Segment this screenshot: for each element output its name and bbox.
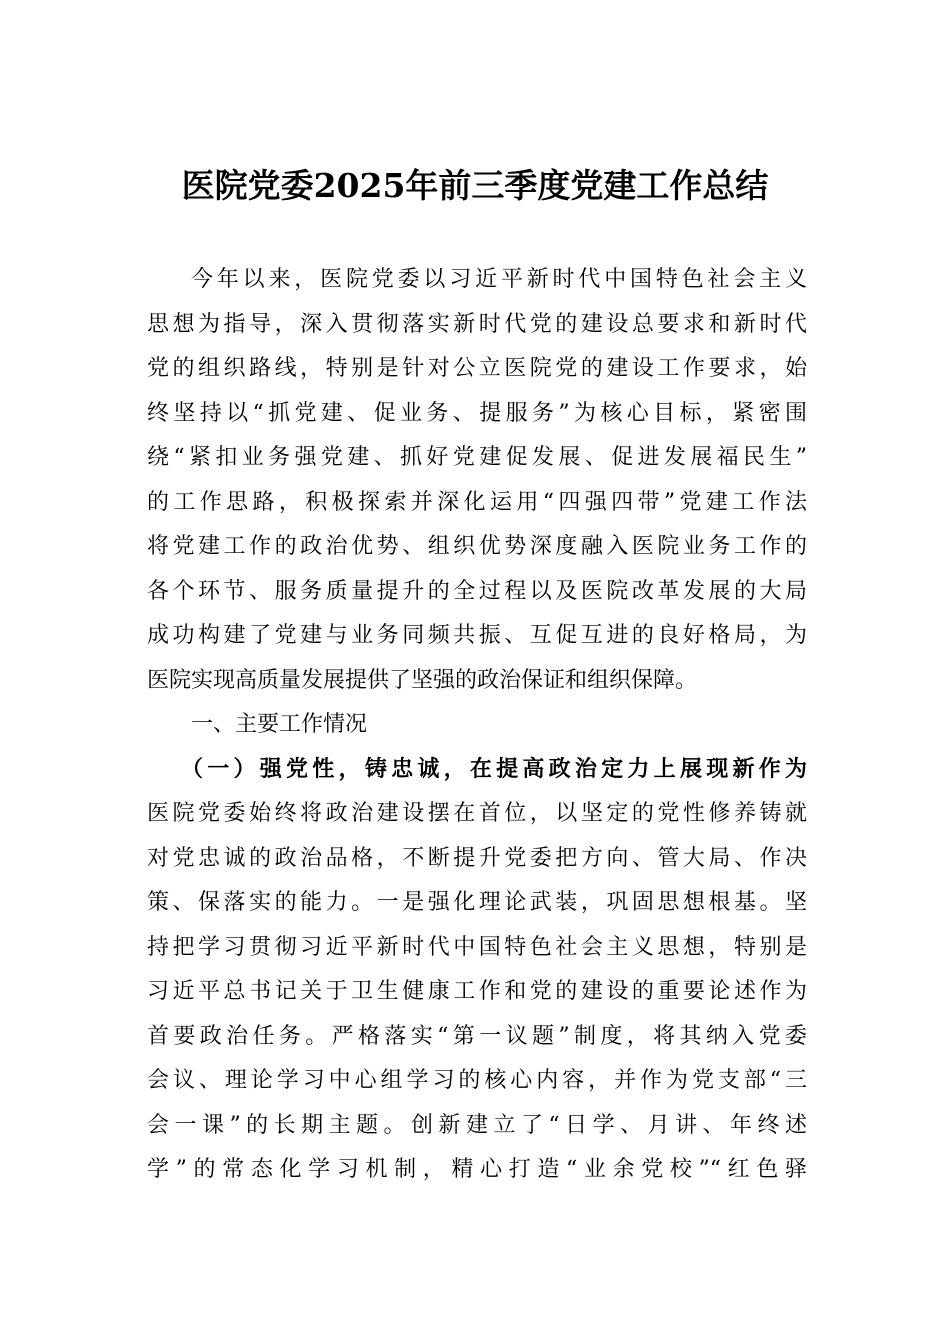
paragraph-line: 今年以来，医院党委以习近平新时代中国特色社会主义 xyxy=(191,267,807,292)
paragraph-line: 策、保落实的能力。一是强化理论武装，巩固思想根基。坚 xyxy=(147,890,807,915)
paragraph-line: 首要政治任务。严格落实“第一议题”制度，将其纳入党委 xyxy=(147,1023,807,1049)
paragraph-line: 绕“紧扣业务强党建、抓好党建促发展、促进发展福民生” xyxy=(147,445,807,470)
intro-paragraph xyxy=(147,258,807,703)
paragraph-line: 党的组织路线，特别是针对公立医院党的建设工作要求，始 xyxy=(147,356,807,381)
paragraph-line: 思想为指导，深入贯彻落实新时代党的建设总要求和新时代 xyxy=(147,311,807,337)
paragraph-line: 会议、理论学习中心组学习的核心内容，并作为党支部“三 xyxy=(147,1068,807,1093)
document-title: 医院党委2025年前三季度党建工作总结 xyxy=(181,166,769,205)
subsection-heading-block xyxy=(147,748,807,793)
paragraph-line: 终坚持以“抓党建、促业务、提服务”为核心目标，紧密围 xyxy=(147,400,807,426)
paragraph-line: 持把学习贯彻习近平新时代中国特色社会主义思想，特别是 xyxy=(147,934,807,960)
section-heading-block xyxy=(147,703,807,748)
paragraph-line: 各个环节、服务质量提升的全过程以及医院改革发展的大局 xyxy=(147,578,807,604)
paragraph-line: 将党建工作的政治优势、组织优势深度融入医院业务工作的 xyxy=(147,534,807,559)
paragraph-line: 的工作思路，积极探索并深化运用“四强四带”党建工作法 xyxy=(147,489,807,515)
subsection-heading: （一）强党性，铸忠诚，在提高政治定力上展现新作为 xyxy=(181,756,807,782)
section-paragraph xyxy=(147,792,807,1193)
paragraph-line: 成功构建了党建与业务同频共振、互促互进的良好格局，为 xyxy=(147,623,807,648)
paragraph-line: 学”的常态化学习机制，精心打造“业余党校”“红色驿 xyxy=(147,1157,807,1182)
paragraph-line: 医院党委始终将政治建设摆在首位，以坚定的党性修养铸就 xyxy=(147,801,807,826)
paragraph-line: 医院实现高质量发展提供了坚强的政治保证和组织保障。 xyxy=(147,667,698,693)
paragraph-line: 会一课”的长期主题。创新建立了“日学、月讲、年终述 xyxy=(147,1112,807,1138)
paragraph-line: 习近平总书记关于卫生健康工作和党的建设的重要论述作为 xyxy=(147,979,807,1004)
document-body xyxy=(147,258,807,1193)
paragraph-line: 对党忠诚的政治品格，不断提升党委把方向、管大局、作决 xyxy=(147,845,807,871)
section-heading: 一、主要工作情况 xyxy=(191,712,368,737)
